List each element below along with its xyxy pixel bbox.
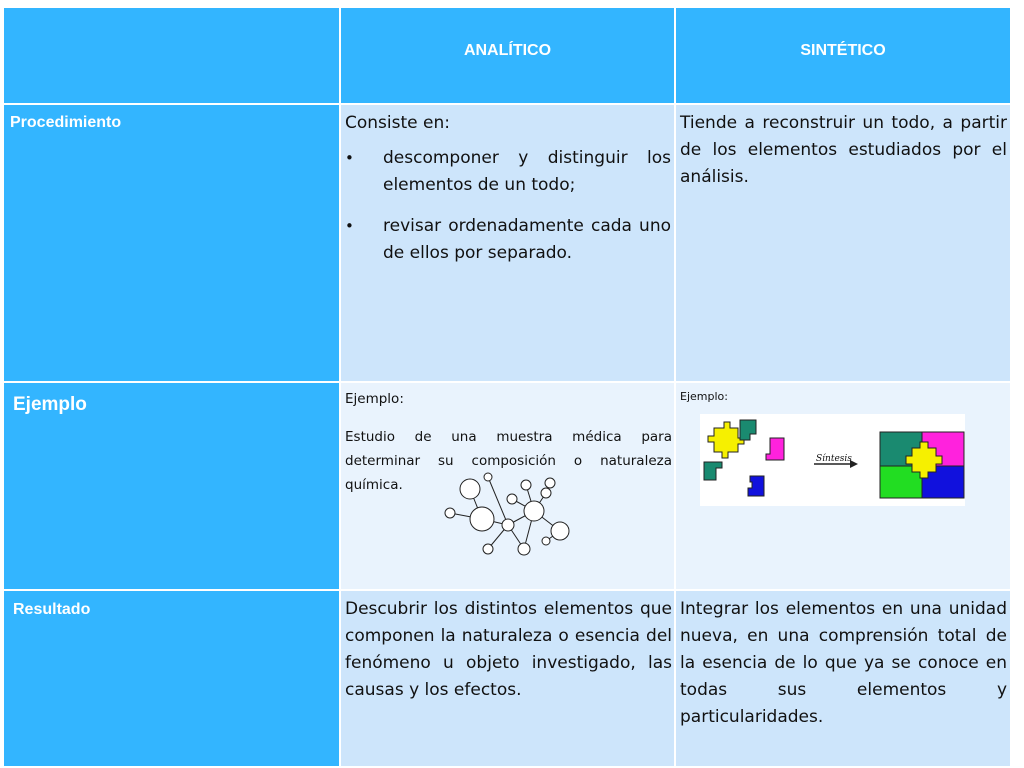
resultado-sintetico-text: Integrar los elementos en una unidad nueva, en una comprensión total de la esencia de lo que ya se conoce en todas sus elementos y particularidades. <box>680 599 1007 727</box>
procedimiento-sintetico-text: Tiende a reconstruir un todo, a partir de los elementos estudiados por el análisis. <box>680 113 1007 187</box>
row-label-resultado-cell <box>4 591 339 766</box>
header-analitico-cell <box>341 8 674 103</box>
procedimiento-analitico-cell <box>341 105 674 381</box>
molecule-network-illustration <box>436 471 576 561</box>
ejemplo-analitico-title: Ejemplo: <box>345 391 404 407</box>
ejemplo-sintetico-title: Ejemplo: <box>680 390 728 403</box>
row-label-ejemplo: Ejemplo <box>13 394 87 415</box>
ejemplo-analitico-text: Estudio de una muestra médica para determinar su composición o naturaleza química. <box>345 429 672 493</box>
procedimiento-bullet-list <box>345 145 671 267</box>
row-label-procedimiento-cell <box>4 105 339 381</box>
puzzle-synthesis-illustration <box>700 414 965 506</box>
resultado-analitico-cell <box>341 591 674 766</box>
sintesis-arrow-label: Síntesis <box>816 454 852 464</box>
procedimiento-sintetico-cell <box>676 105 1010 381</box>
resultado-analitico-text: Descubrir los distintos elementos que componen la naturaleza o esencia del fenómeno u objeto investigado, las causas y los efectos. <box>345 599 672 700</box>
header-sintetico: SINTÉTICO <box>800 42 886 59</box>
ejemplo-sintetico-cell <box>676 383 1010 589</box>
resultado-sintetico-cell <box>676 591 1010 766</box>
procedimiento-bullet-1: • descomponer y distinguir los elementos de un todo; <box>345 145 671 199</box>
row-label-ejemplo-cell <box>4 383 339 589</box>
procedimiento-intro: Consiste en: <box>345 113 450 133</box>
header-corner-cell <box>4 8 339 103</box>
ejemplo-analitico-cell <box>341 383 674 589</box>
row-label-procedimiento: Procedimiento <box>10 114 122 131</box>
row-label-resultado: Resultado <box>13 601 91 618</box>
header-analitico: ANALÍTICO <box>463 42 552 59</box>
procedimiento-bullet-2: • revisar ordenadamente cada uno de ellos por separado. <box>345 213 671 267</box>
header-sintetico-cell <box>676 8 1010 103</box>
